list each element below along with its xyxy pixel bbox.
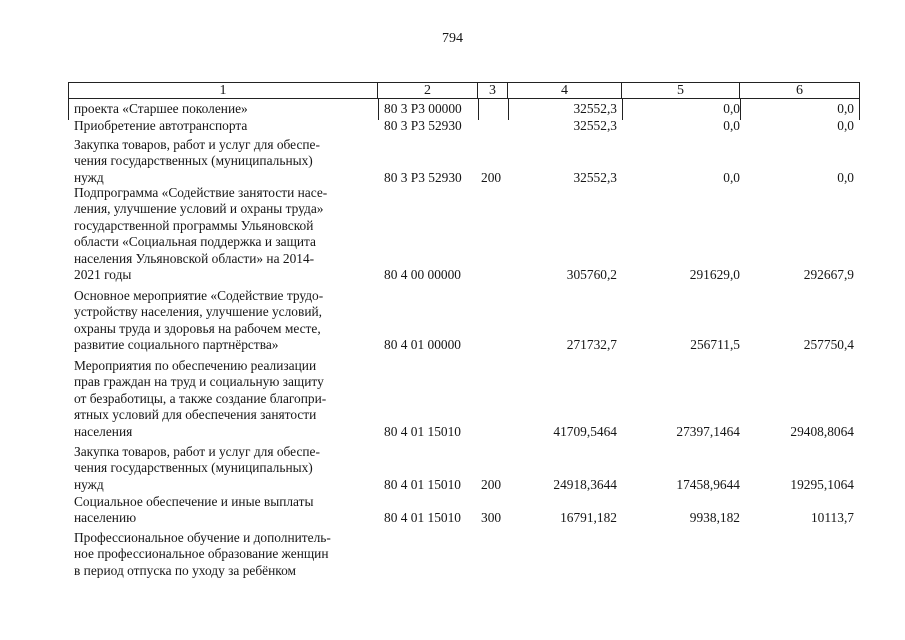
row-name-line: нужд bbox=[74, 169, 104, 185]
row-name-line: Мероприятия по обеспечению реализации bbox=[74, 358, 317, 373]
row-name-line: ления, улучшение условий и охраны труда» bbox=[74, 201, 324, 217]
row-value-col4: 41709,5464 bbox=[553, 423, 617, 439]
row-code: 80 4 01 15010 bbox=[384, 510, 461, 526]
row-type: 200 bbox=[481, 476, 502, 492]
row-value-col6: 292667,9 bbox=[803, 267, 854, 282]
row-name-line: ятных условий для обеспечения занятости bbox=[74, 407, 317, 423]
row-code: 80 4 01 15010 bbox=[384, 423, 461, 439]
row-code: 80 3 P3 00000 bbox=[384, 101, 462, 116]
row-value-col5: 291629,0 bbox=[689, 267, 740, 282]
row-value-col4: 305760,2 bbox=[566, 267, 617, 282]
row-value-col6: 0,0 bbox=[837, 118, 854, 133]
row-value-col5: 256711,5 bbox=[690, 337, 740, 353]
row-name-line: Профессиональное обучение и дополнитель- bbox=[74, 530, 331, 545]
row-name-line: Основное мероприятие «Содействие трудо- bbox=[74, 288, 324, 303]
row-name-line: проекта «Старшее поколение» bbox=[74, 101, 248, 116]
row-name-line: Социальное обеспечение и иные выплаты bbox=[74, 494, 314, 509]
row-value-col6: 0,0 bbox=[837, 101, 854, 116]
row-name-line: ное профессиональное образование женщин bbox=[74, 546, 329, 562]
row-code: 80 3 P3 52930 bbox=[384, 118, 462, 133]
row-value-col5: 0,0 bbox=[723, 101, 740, 116]
row-name-line: от безработицы, а также создание благопри- bbox=[74, 390, 327, 406]
row-code: 80 4 01 00000 bbox=[384, 337, 461, 353]
row-name bbox=[74, 444, 374, 493]
row-name bbox=[74, 185, 374, 283]
row-name-line: населения Ульяновской области» на 2014- bbox=[74, 250, 315, 266]
row-name bbox=[74, 530, 374, 579]
row-name-line: охраны труда и здоровья на рабочем месте, bbox=[74, 320, 321, 336]
header-col-6: 6 bbox=[740, 82, 860, 99]
row-name-line: Закупка товаров, работ и услуг для обеспе- bbox=[74, 137, 320, 152]
row-value-col6: 29408,8064 bbox=[790, 423, 854, 439]
row-name-line: Приобретение автотранспорта bbox=[74, 118, 248, 133]
row-value-col6: 257750,4 bbox=[803, 337, 854, 353]
row-name-line: Закупка товаров, работ и услуг для обеспе- bbox=[74, 444, 320, 459]
row-value-col4: 16791,182 bbox=[560, 510, 617, 526]
row-name bbox=[74, 494, 374, 527]
row-name-line: развитие социального партнёрства» bbox=[74, 337, 279, 353]
row-name bbox=[74, 358, 374, 440]
row-name bbox=[74, 288, 374, 354]
row-value-col4: 32552,3 bbox=[573, 101, 617, 116]
row-value-col5: 0,0 bbox=[723, 118, 740, 133]
row-value-col5: 27397,1464 bbox=[676, 423, 740, 439]
row-name-line: нужд bbox=[74, 476, 104, 492]
row-value-col5: 17458,9644 bbox=[676, 476, 740, 492]
row-value-col4: 32552,3 bbox=[573, 118, 617, 133]
row-code: 80 4 00 00000 bbox=[384, 267, 461, 282]
row-name-line: Подпрограмма «Содействие занятости насе- bbox=[74, 185, 328, 200]
row-value-col6: 10113,7 bbox=[810, 510, 854, 526]
row-name-line: 2021 годы bbox=[74, 267, 132, 283]
row-type: 200 bbox=[481, 169, 502, 185]
row-type: 300 bbox=[481, 510, 502, 526]
row-name-line: области «Социальная поддержка и защита bbox=[74, 234, 316, 250]
row-name-line: государственной программы Ульяновской bbox=[74, 217, 314, 233]
row-name bbox=[74, 137, 374, 186]
row-name bbox=[74, 101, 374, 117]
row-value-col4: 32552,3 bbox=[573, 169, 617, 185]
header-col-3: 3 bbox=[478, 82, 508, 99]
row-value-col6: 19295,1064 bbox=[790, 476, 854, 492]
header-col-2: 2 bbox=[378, 82, 478, 99]
row-value-col6: 0,0 bbox=[837, 169, 854, 185]
row-name-line: устройству населения, улучшение условий, bbox=[74, 304, 323, 320]
row-name-line: чения государственных (муниципальных) bbox=[74, 153, 313, 169]
row-name-line: населения bbox=[74, 423, 133, 439]
header-col-4: 4 bbox=[508, 82, 622, 99]
header-col-5: 5 bbox=[622, 82, 740, 99]
row-code: 80 4 01 15010 bbox=[384, 476, 461, 492]
row-name-line: чения государственных (муниципальных) bbox=[74, 460, 313, 476]
row-code: 80 3 P3 52930 bbox=[384, 169, 462, 185]
row-name-line: прав граждан на труд и социальную защиту bbox=[74, 374, 324, 390]
row-name-line: в период отпуска по уходу за ребёнком bbox=[74, 562, 297, 578]
row-value-col4: 24918,3644 bbox=[553, 476, 617, 492]
row-value-col5: 9938,182 bbox=[689, 510, 740, 526]
header-col-1: 1 bbox=[68, 82, 378, 99]
row-name-line: населению bbox=[74, 510, 137, 526]
row-value-col4: 271732,7 bbox=[566, 337, 617, 353]
row-value-col5: 0,0 bbox=[723, 169, 740, 185]
row-name bbox=[74, 118, 374, 134]
page-number: 794 bbox=[442, 31, 463, 46]
